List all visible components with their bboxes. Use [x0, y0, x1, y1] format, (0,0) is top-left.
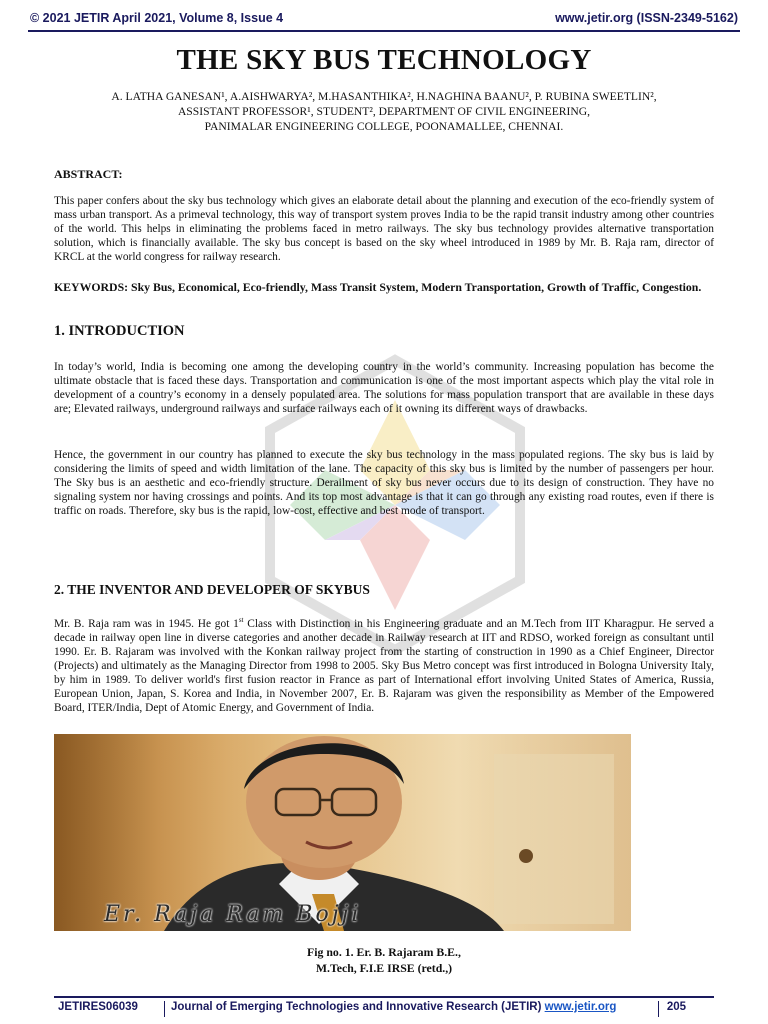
footer-paper-code: JETIRES06039	[58, 1001, 138, 1013]
footer-journal: Journal of Emerging Technologies and Innovative Research (JETIR) www.jetir.org	[164, 1001, 616, 1017]
page-number: 205	[658, 1001, 686, 1017]
introduction-para-1: In today’s world, India is becoming one among the developing country in the world’s community. Increasing population has become the ultimate obstacle that is faced these days. Transportation and communication is one of the most important aspects which play the vital role in development of a country’s economy in a densely populated area. The solutions for mass population transport that are available in these days are; Elevated railways, underground railways and surface railways each of it owning its different ways of drawbacks.	[54, 361, 714, 415]
introduction-para-2: Hence, the government in our country has planned to execute the sky bus technology in the mass populated regions. The sky bus is laid by considering the limits of speed and width limitation of the lane. The capacity of this sky bus is limited by the number of passengers per hour. The Sky bus is an aesthetic and eco-friendly structure. Derailment of sky bus never occurs due to its design of construction. They have no signaling system nor having crossings and points. And its top most advantage is that it can go through any existing road routes, even if there is traffic on roads. Therefore, sky bus is the rapid, low-cost, effective and best mode of transport.	[54, 449, 714, 517]
inventor-paragraph: Mr. B. Raja ram was in 1945. He got 1st Class with Distinction in his Engineering graduate and an M.Tech from IIT Kharagpur. He served a decade in railway open line in diverse categories and another decade in Railway research at IIT and RDSO, worked foreign as consultant until 1990. Er. B. Rajaram was involved with the Konkan railway project from the starting of construction in 1990 as a Chief Engineer, Director (Projects) and ultimately as the Managing Director from 1998 to 2005. Sky Bus Metro concept was first introduced in Bologna University Italy, by him in 1989. To deliver world's first fusion reactor in France as part of International effort involving United States of America, Russia, European Union, Japan, S. Korea and India, in November 2007, Er. B. Rajaram was given the responsibility as Member of the Empowered Board, ITER/India, Dept of Atomic Energy, and Government of India.	[54, 616, 714, 714]
running-header	[28, 8, 740, 32]
author-affiliation: PANIMALAR ENGINEERING COLLEGE, POONAMALLEE, CHENNAI.	[204, 120, 564, 133]
inventor-heading: 2. THE INVENTOR AND DEVELOPER OF SKYBUS	[54, 582, 370, 597]
abstract-heading: ABSTRACT:	[54, 167, 123, 181]
figure-caption	[54, 944, 714, 976]
photo-signature: Er. Raja Ram Bojji	[104, 902, 362, 927]
footer-link[interactable]: www.jetir.org	[544, 1001, 617, 1013]
paper-title: THE SKY BUS TECHNOLOGY	[176, 44, 592, 76]
caption-line-1: Fig no. 1. Er. B. Rajaram B.E.,	[307, 945, 461, 959]
header-website[interactable]: www.jetir.org (ISSN-2349-5162)	[555, 11, 738, 25]
caption-line-2: M.Tech, F.I.E IRSE (retd.,)	[315, 961, 453, 975]
page-footer	[54, 996, 714, 1016]
inventor-photo	[54, 734, 631, 931]
introduction-heading: 1. INTRODUCTION	[54, 323, 185, 339]
keywords: KEYWORDS: Sky Bus, Economical, Eco-friendly, Mass Transit System, Modern Transportation, Growth of Traffic, Congestion.	[54, 280, 702, 294]
author-names: A. LATHA GANESAN¹, A.AISHWARYA², M.HASANTHIKA², H.NAGHINA BAANU², P. RUBINA SWEETLIN²,	[111, 90, 657, 103]
author-block	[40, 89, 728, 134]
abstract-text: This paper confers about the sky bus technology which gives an elaborate detail about the planning and execution of the eco-friendly system of mass urban transport. As a primeval technology, this way of transport system proves India to be the rapid transit industry among other countries of the world. This helps in eliminating the problems faced in metro railways. The sky bus technology provides alternative transportation solution, which is financially available. The sky bus concept is based on the sky wheel introduced in 1989 by Mr. B. Raja ram, director of KRCL at the world congress for railway research.	[54, 195, 714, 263]
header-citation: © 2021 JETIR April 2021, Volume 8, Issue 4	[30, 11, 284, 25]
author-roles: ASSISTANT PROFESSOR¹, STUDENT², DEPARTMENT OF CIVIL ENGINEERING,	[177, 105, 591, 118]
